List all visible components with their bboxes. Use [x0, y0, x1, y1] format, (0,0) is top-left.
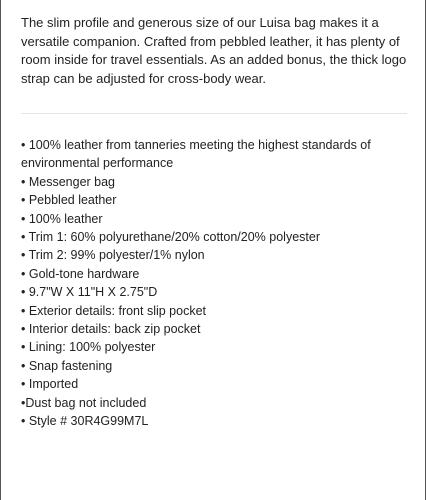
product-description: The slim profile and generous size of our Luisa bag makes it a versatile companion. Crafted from pebbled leather, it has plenty of room inside for travel essentials. As an added bonus, the thick logo strap can be adjusted for cross-body wear.	[21, 15, 407, 86]
detail-item: • 9.7"W X 11"H X 2.75"D	[21, 285, 158, 300]
detail-item: • Imported	[21, 377, 79, 392]
detail-item: • Interior details: back zip pocket	[21, 322, 201, 337]
detail-item: • 100% leather from tanneries meeting the highest standards of environmental performance	[21, 138, 371, 171]
detail-item: • Style # 30R4G99M7L	[21, 414, 149, 429]
product-details-list	[21, 136, 411, 431]
detail-item: • 100% leather	[21, 211, 103, 226]
divider	[21, 113, 407, 114]
detail-item: •Dust bag not included	[21, 395, 147, 410]
detail-item: • Messenger bag	[21, 174, 116, 189]
detail-item: • Gold-tone hardware	[21, 266, 140, 281]
detail-item: • Exterior details: front slip pocket	[21, 303, 207, 318]
detail-item: • Trim 1: 60% polyurethane/20% cotton/20% polyester	[21, 230, 320, 245]
detail-item: • Lining: 100% polyester	[21, 340, 156, 355]
detail-item: • Trim 2: 99% polyester/1% nylon	[21, 248, 205, 263]
detail-item: • Pebbled leather	[21, 193, 117, 208]
detail-item: • Snap fastening	[21, 358, 113, 373]
